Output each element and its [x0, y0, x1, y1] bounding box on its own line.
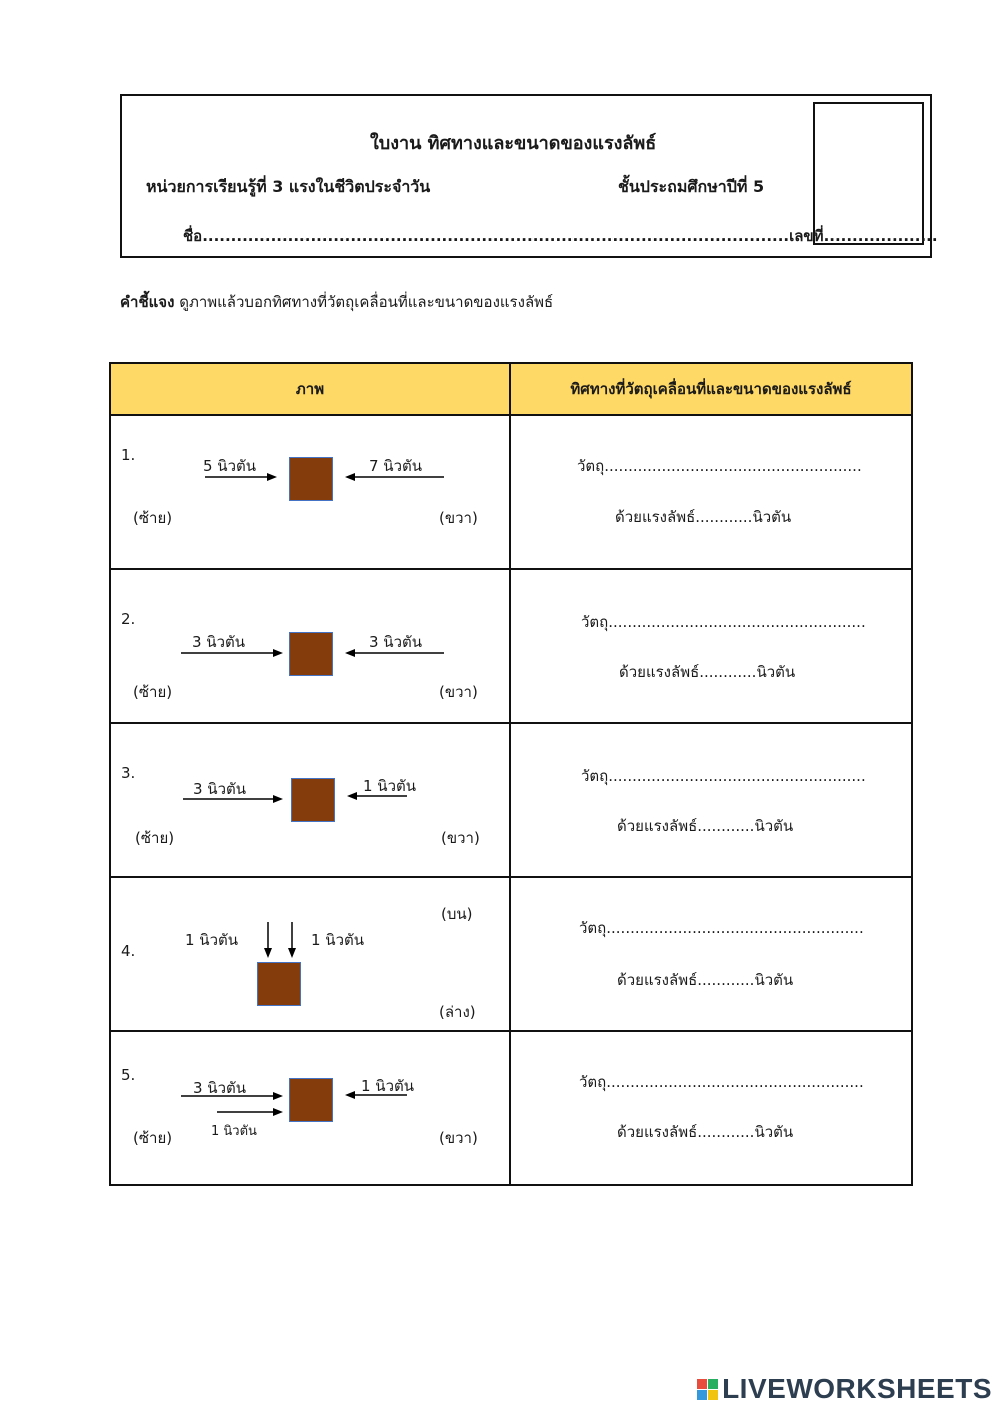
- col-header-picture: ภาพ: [110, 363, 510, 415]
- object-box: [289, 1078, 333, 1122]
- worksheet-title: ใบงาน ทิศทางและขนาดของแรงลัพธ์: [370, 133, 657, 154]
- item-number: 3.: [121, 764, 136, 782]
- force-answer-field[interactable]: ด้วยแรงลัพธ์............นิวตัน: [617, 1123, 794, 1141]
- direction-left: (ซ้าย): [133, 509, 173, 527]
- direction-left: (ซ้าย): [133, 683, 173, 701]
- instruction: [120, 290, 553, 314]
- force-label-top: 3 นิวตัน: [193, 1079, 246, 1097]
- table-row: [110, 569, 912, 723]
- object-box: [289, 632, 333, 676]
- item-number: 2.: [121, 610, 136, 628]
- liveworksheets-logo: [697, 1373, 992, 1405]
- col-header-answer: ทิศทางที่วัตถุเคลื่อนที่และขนาดของแรงลัพธ์: [510, 363, 912, 415]
- object-box: [257, 962, 301, 1006]
- force-label-left: 3 นิวตัน: [193, 780, 246, 798]
- force-label-left: 3 นิวตัน: [192, 633, 245, 651]
- item-number: 5.: [121, 1066, 136, 1084]
- force-label-right: 1 นิวตัน: [311, 931, 364, 949]
- grade-label: ชั้นประถมศึกษาปีที่ 5: [618, 177, 765, 196]
- instruction-label: คำชี้แจง: [120, 293, 175, 311]
- force-answer-field[interactable]: ด้วยแรงลัพธ์............นิวตัน: [617, 817, 794, 835]
- unit-label: หน่วยการเรียนรู้ที่ 3 แรงในชีวิตประจำวัน: [146, 177, 431, 196]
- instruction-text: ดูภาพแล้วบอกทิศทางที่วัตถุเคลื่อนที่และขนาดของแรงลัพธ์: [179, 293, 554, 311]
- name-field[interactable]: ชื่อ.......................................................................................................เลขที่....................: [183, 227, 938, 245]
- force-label-left: 5 นิวตัน: [203, 457, 256, 475]
- table-row: [110, 877, 912, 1031]
- direction-right: (ขวา): [439, 683, 478, 701]
- force-answer-field[interactable]: ด้วยแรงลัพธ์............นิวตัน: [615, 508, 792, 526]
- direction-right: (ขวา): [439, 509, 478, 527]
- object-answer-field[interactable]: วัตถุ......................................................: [579, 919, 864, 937]
- table-row: [110, 723, 912, 877]
- object-box: [289, 457, 333, 501]
- force-label-left: 1 นิวตัน: [185, 931, 238, 949]
- direction-right: (ขวา): [439, 1129, 478, 1147]
- direction-left: (ซ้าย): [133, 1129, 173, 1147]
- force-label-right: 3 นิวตัน: [369, 633, 422, 651]
- table-row: [110, 1031, 912, 1185]
- item-number: 1.: [121, 446, 136, 464]
- direction-right: (ขวา): [441, 829, 480, 847]
- force-label-right: 1 นิวตัน: [363, 777, 416, 795]
- force-label-right: 7 นิวตัน: [369, 457, 422, 475]
- force-answer-field[interactable]: ด้วยแรงลัพธ์............นิวตัน: [617, 971, 794, 989]
- item-number: 4.: [121, 942, 136, 960]
- logo-text: LIVEWORKSHEETS: [722, 1373, 992, 1404]
- force-label-right: 1 นิวตัน: [361, 1077, 414, 1095]
- force-label-bottom: 1 นิวตัน: [211, 1124, 257, 1139]
- object-answer-field[interactable]: วัตถุ......................................................: [577, 457, 862, 475]
- object-answer-field[interactable]: วัตถุ......................................................: [581, 767, 866, 785]
- direction-down: (ล่าง): [439, 1003, 476, 1021]
- object-answer-field[interactable]: วัตถุ......................................................: [579, 1073, 864, 1091]
- object-box: [291, 778, 335, 822]
- object-answer-field[interactable]: วัตถุ......................................................: [581, 613, 866, 631]
- worksheet-table: [109, 362, 913, 1186]
- logo-mark-icon: [697, 1379, 718, 1400]
- table-row: [110, 415, 912, 569]
- direction-left: (ซ้าย): [135, 829, 175, 847]
- direction-up: (บน): [441, 905, 473, 923]
- force-answer-field[interactable]: ด้วยแรงลัพธ์............นิวตัน: [619, 663, 796, 681]
